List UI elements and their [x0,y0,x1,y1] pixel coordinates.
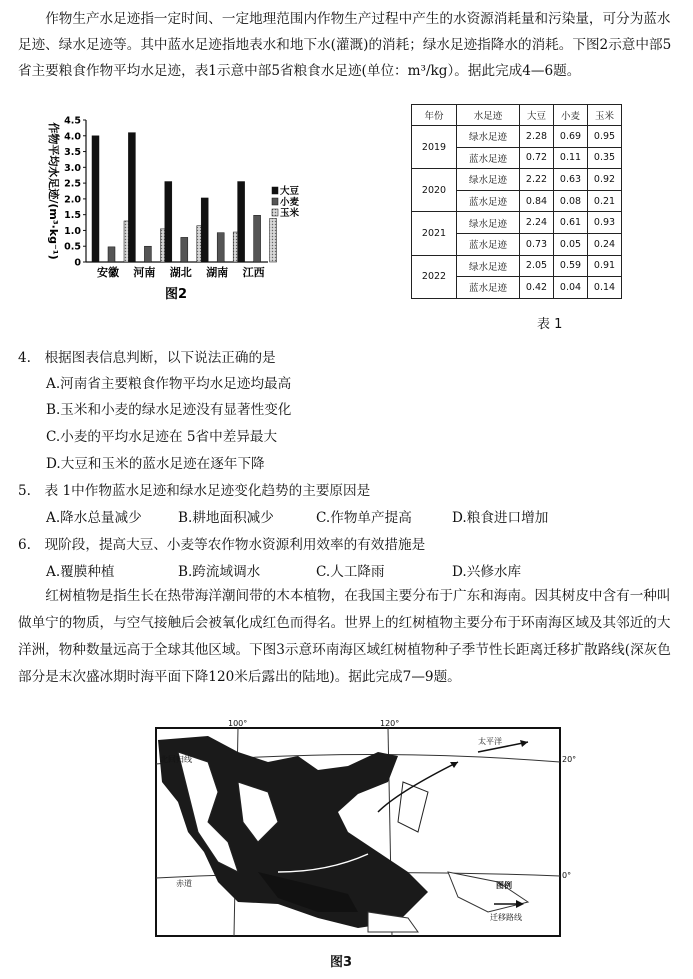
q4-option-c: C.小麦的平均水足迹在 5省中差异最大 [46,429,278,445]
lat-label-0: 0° [562,871,572,880]
figure-2-bar-chart [40,112,300,308]
value-cell: 0.42 [520,277,554,299]
x-tick-label: 安徽 [97,266,119,279]
value-cell: 2.28 [520,126,554,148]
y-tick-label: 0 [74,257,81,269]
type-cell: 绿水足迹 [457,169,520,191]
value-cell: 0.21 [588,190,622,212]
q5-stem: 5. 表 1中作物蓝水足迹和绿水足迹变化趋势的主要原因是 [18,483,371,499]
y-tick-label: 3.0 [64,162,81,174]
q6-option-b: B.跨流域调水 [178,564,261,580]
q4-option-d: D.大豆和玉米的蓝水足迹在逐年下降 [46,456,265,472]
legend-label: 大豆 [280,186,300,197]
q6-option-c: C.人工降雨 [316,564,385,580]
type-cell: 绿水足迹 [457,255,520,277]
y-tick-label: 3.5 [64,147,81,159]
intro-paragraph: 作物生产水足迹指一定时间、一定地理范围内作物生产过程中产生的水资源消耗量和污染量，可分为蓝水足迹、绿水足迹等。其中蓝水足迹指地表水和地下水(灌溉)的消耗；绿水足迹指降水的消耗。下图2示意中部5省主要粮食作物平均水足迹，表1示意中部5省粮食水足迹(单位：m³/kg）。据此完成4—6题。 [18,11,672,79]
y-tick-label: 0.5 [64,241,81,253]
value-cell: 0.35 [588,147,622,169]
x-tick-label: 湖南 [206,266,229,279]
bar-大豆-湖南 [201,198,208,262]
q4-stem: 4. 根据图表信息判断，以下说法正确的是 [18,350,276,366]
year-cell: 2019 [412,126,457,169]
figure-3-map [148,719,577,942]
value-cell: 0.73 [520,233,554,255]
lat-label-20: 20° [562,755,577,764]
legend-swatch-玉米 [272,209,278,216]
q4-option-a: A.河南省主要粮食作物平均水足迹均最高 [46,376,292,392]
value-cell: 0.95 [588,126,622,148]
bar-小麦-江西 [254,215,261,262]
value-cell: 0.11 [554,147,588,169]
value-cell: 0.05 [554,233,588,255]
type-cell: 绿水足迹 [457,212,520,234]
y-tick-label: 4.5 [64,115,81,127]
value-cell: 2.22 [520,169,554,191]
table-header-row [412,105,622,126]
q5-option-a: A.降水总量减少 [46,510,142,526]
y-tick-label: 4.0 [64,131,81,143]
header-type: 水足迹 [457,105,520,126]
value-cell: 0.91 [588,255,622,277]
value-cell: 0.61 [554,212,588,234]
value-cell: 0.14 [588,277,622,299]
legend-title: 图例 [496,881,512,890]
value-cell: 2.24 [520,212,554,234]
table-row [412,255,622,277]
q6-stem: 6. 现阶段，提高大豆、小麦等农作物水资源利用效率的有效措施是 [18,537,426,553]
year-cell: 2020 [412,169,457,212]
year-cell: 2021 [412,212,457,255]
header-year: 年份 [412,105,457,126]
legend-label: 小麦 [280,197,300,208]
tropic-label: 北回归线 [160,755,192,764]
q5-option-d: D.粮食进口增加 [452,510,549,526]
y-tick-label: 1.5 [64,210,81,222]
lon-label-100: 100° [228,719,248,728]
y-axis-label: 作物平均水足迹/(m³·kg⁻¹) [47,122,60,260]
legend-swatch-大豆 [272,187,278,194]
value-cell: 0.92 [588,169,622,191]
header-corn: 玉米 [588,105,622,126]
figure-2-caption: 图2 [164,287,188,302]
bar-小麦-安徽 [108,247,115,262]
q6-option-d: D.兴修水库 [452,564,522,580]
y-tick-label: 1.0 [64,225,81,237]
y-tick-label: 2.5 [64,178,81,190]
bar-大豆-河南 [128,133,135,262]
type-cell: 蓝水足迹 [457,277,520,299]
header-soybean: 大豆 [520,105,554,126]
value-cell: 0.69 [554,126,588,148]
x-tick-label: 湖北 [169,266,192,279]
type-cell: 蓝水足迹 [457,147,520,169]
bar-小麦-湖南 [217,233,224,262]
type-cell: 绿水足迹 [457,126,520,148]
bar-玉米-江西 [270,218,277,262]
bar-大豆-安徽 [92,136,99,262]
table-row [412,126,622,148]
bar-小麦-湖北 [181,237,188,262]
value-cell: 0.04 [554,277,588,299]
legend-item: 迁移路线 [490,913,522,922]
type-cell: 蓝水足迹 [457,233,520,255]
year-cell: 2022 [412,255,457,298]
header-wheat: 小麦 [554,105,588,126]
y-tick-label: 2.0 [64,194,81,206]
table-1 [411,104,622,299]
q4-option-b: B.玉米和小麦的绿水足迹没有显著性变化 [46,402,292,418]
x-tick-label: 江西 [242,266,265,279]
type-cell: 蓝水足迹 [457,190,520,212]
q6-option-a: A.覆膜种植 [46,564,115,580]
value-cell: 0.24 [588,233,622,255]
x-tick-label: 河南 [133,266,156,279]
value-cell: 2.05 [520,255,554,277]
equator-label: 赤道 [176,879,192,888]
pacific-label: 太平洋 [478,737,502,746]
bar-小麦-河南 [144,246,151,262]
value-cell: 0.84 [520,190,554,212]
bar-大豆-湖北 [165,182,172,262]
legend-label: 玉米 [280,208,300,219]
table-row [412,212,622,234]
q5-option-c: C.作物单产提高 [316,510,412,526]
value-cell: 0.08 [554,190,588,212]
value-cell: 0.63 [554,169,588,191]
table-row [412,169,622,191]
legend-swatch-小麦 [272,198,278,205]
q5-option-b: B.耕地面积减少 [178,510,274,526]
lon-label-120: 120° [380,719,400,728]
value-cell: 0.59 [554,255,588,277]
intro-paragraph-2: 红树植物是指生长在热带海洋潮间带的木本植物，在我国主要分布于广东和海南。因其树皮中含有一种叫做单宁的物质，与空气接触后会被氧化成红色而得名。世界上的红树植物主要分布于环南海区域及其邻近的大洋洲，物种数量远高于全球其他区域。下图3示意环南海区域红树植物种子季节性长距离迁移扩散路线(深灰色部分是末次盛冰期时海平面下降120米后露出的陆地)。据此完成7—9题。 [18,588,671,685]
value-cell: 0.72 [520,147,554,169]
value-cell: 0.93 [588,212,622,234]
bar-大豆-江西 [238,182,245,262]
table-1-caption: 表 1 [537,317,563,332]
figure-3-caption: 图3 [330,955,353,970]
